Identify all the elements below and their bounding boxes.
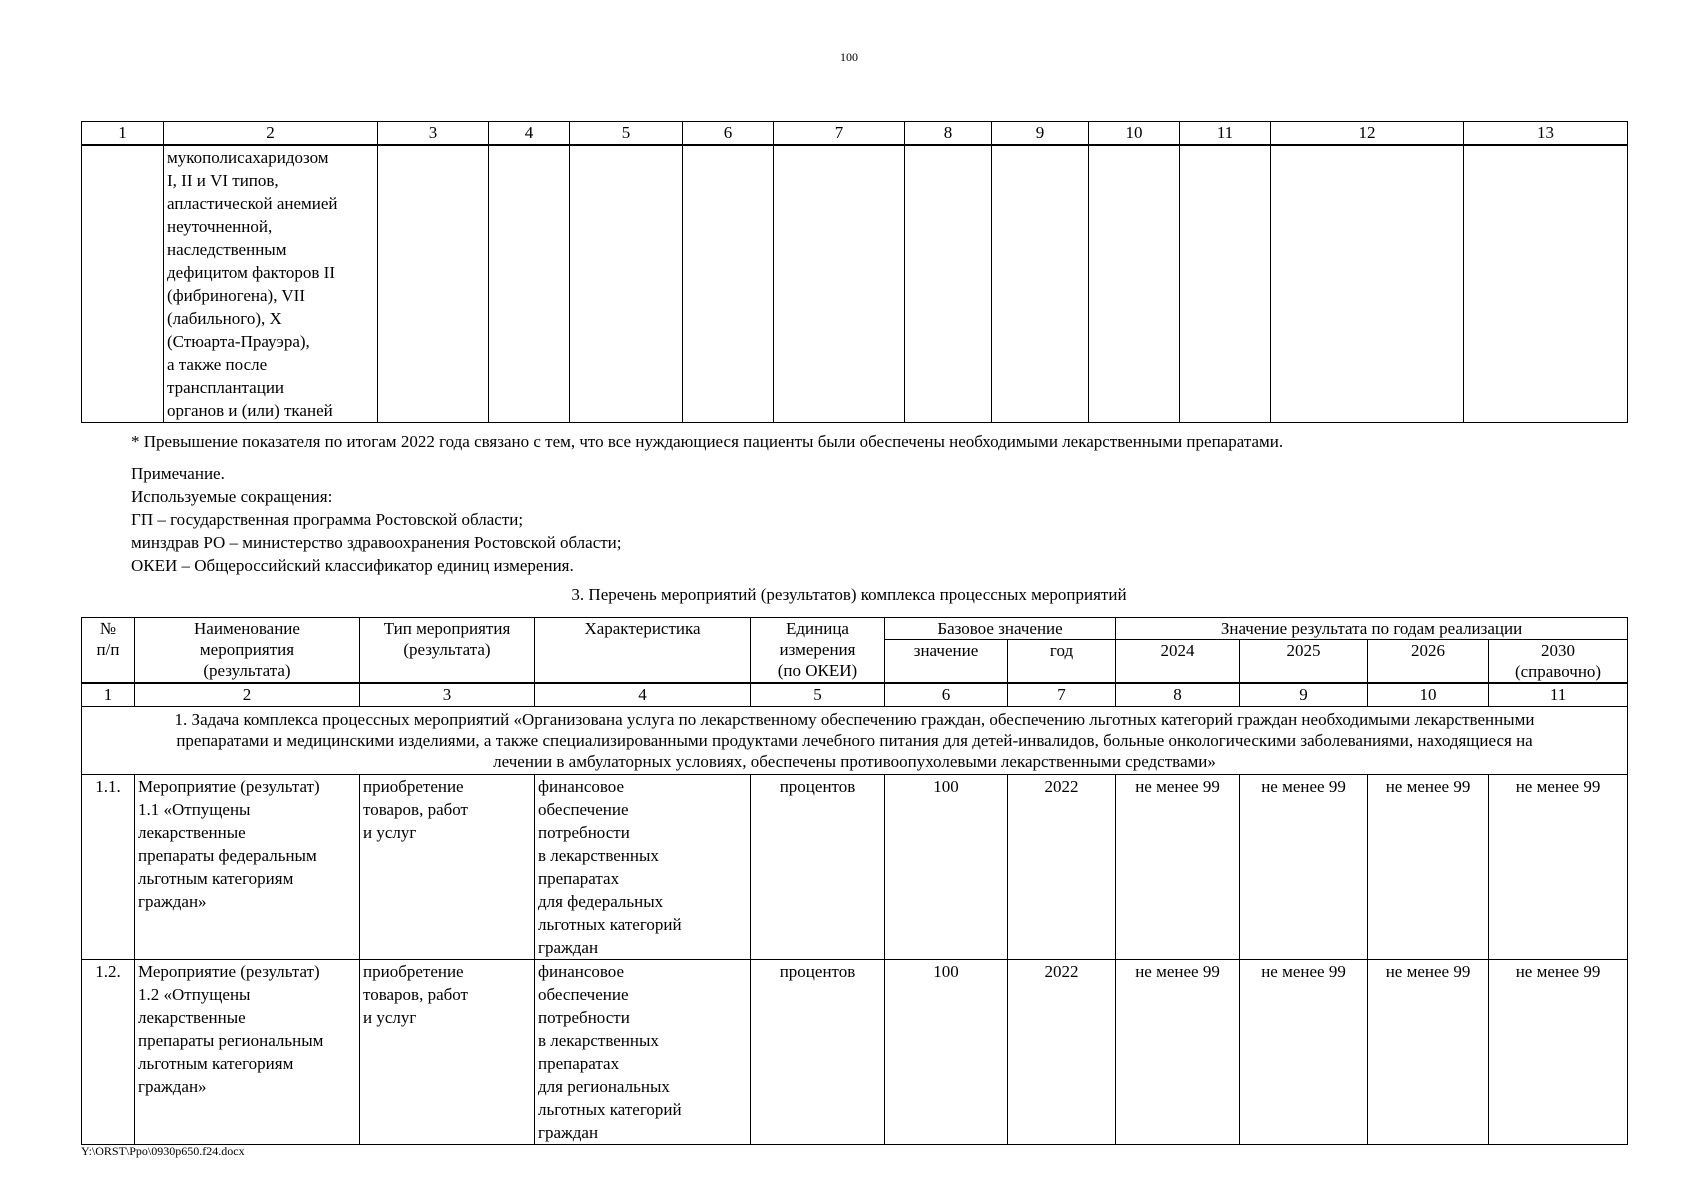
notes-block <box>131 462 622 577</box>
col-num-5: 5 <box>751 683 885 707</box>
col-num-7: 7 <box>1008 683 1116 707</box>
header-num: № п/п <box>82 618 135 684</box>
row-num: 1.1. <box>82 775 135 960</box>
col-num-13: 13 <box>1464 122 1628 146</box>
col-num-3: 3 <box>378 122 489 146</box>
header-name: Наименование мероприятия (результата) <box>135 618 360 684</box>
row-type: приобретение товаров, работ и услуг <box>360 960 535 1145</box>
header-2025: 2025 <box>1240 640 1368 684</box>
table-row <box>82 145 1628 423</box>
note-line: ГП – государственная программа Ростовской области; <box>131 510 524 529</box>
col-num-6: 6 <box>683 122 774 146</box>
header-base: Базовое значение <box>885 618 1116 640</box>
task-row <box>82 707 1628 775</box>
note-line: минздрав РО – министерство здравоохранения Ростовской области; <box>131 533 622 552</box>
continued-table <box>81 121 1628 423</box>
row-base-year: 2022 <box>1008 960 1116 1145</box>
row-2025: не менее 99 <box>1240 775 1368 960</box>
row-name: Мероприятие (результат) 1.1 «Отпущены лекарственные препараты федеральным льготным категориям граждан» <box>135 775 360 960</box>
activities-table <box>81 617 1628 1145</box>
page-number: 100 <box>840 50 858 64</box>
note-line: ОКЕИ – Общероссийский классификатор единиц измерения. <box>131 556 574 575</box>
row-unit: процентов <box>751 960 885 1145</box>
col-num-4: 4 <box>489 122 570 146</box>
footer-file-path: Y:\ORST\Ppo\0930p650.f24.docx <box>81 1144 245 1158</box>
row-base-value: 100 <box>885 960 1008 1145</box>
row-unit: процентов <box>751 775 885 960</box>
col-num-1: 1 <box>82 683 135 707</box>
row-2026: не менее 99 <box>1368 775 1489 960</box>
header-2026: 2026 <box>1368 640 1489 684</box>
row-2024: не менее 99 <box>1116 775 1240 960</box>
row-num: 1.2. <box>82 960 135 1145</box>
footnote: * Превышение показателя по итогам 2022 года связано с тем, что все нуждающиеся пациенты были обеспечены необходимыми лекарственными препаратами. <box>131 432 1284 451</box>
row-2030: не менее 99 <box>1489 775 1628 960</box>
col-num-12: 12 <box>1271 122 1464 146</box>
col-num-9: 9 <box>1240 683 1368 707</box>
header-2024: 2024 <box>1116 640 1240 684</box>
col-num-11: 11 <box>1180 122 1271 146</box>
row-2030: не менее 99 <box>1489 960 1628 1145</box>
col-num-2: 2 <box>164 122 378 146</box>
row-name: Мероприятие (результат) 1.2 «Отпущены лекарственные препараты региональным льготным категориям граждан» <box>135 960 360 1145</box>
table-row <box>82 960 1628 1145</box>
col-num-4: 4 <box>535 683 751 707</box>
header-row <box>82 618 1628 640</box>
col-num-8: 8 <box>1116 683 1240 707</box>
row-characteristic: финансовое обеспечение потребности в лекарственных препаратах для федеральных льготных категорий граждан <box>535 775 751 960</box>
col-num-9: 9 <box>992 122 1089 146</box>
col-num-11: 11 <box>1489 683 1628 707</box>
col-num-8: 8 <box>905 122 992 146</box>
col-num-10: 10 <box>1368 683 1489 707</box>
header-2030: 2030 (справочно) <box>1489 640 1628 684</box>
col-num-3: 3 <box>360 683 535 707</box>
col-num-5: 5 <box>570 122 683 146</box>
column-number-row <box>82 122 1628 146</box>
note-line: Используемые сокращения: <box>131 487 333 506</box>
header-result-years: Значение результата по годам реализации <box>1116 618 1628 640</box>
note-heading: Примечание. <box>131 464 225 483</box>
row-base-value: 100 <box>885 775 1008 960</box>
table-row <box>82 775 1628 960</box>
col-num-1: 1 <box>82 122 164 146</box>
row-2024: не менее 99 <box>1116 960 1240 1145</box>
header-type: Тип мероприятия (результата) <box>360 618 535 684</box>
row-2026: не менее 99 <box>1368 960 1489 1145</box>
table-cell-text: мукополисахаридозом I, II и VI типов, апластической анемией неуточненной, наследственным дефицитом факторов II (фибриногена), VII (лабильного), X (Стюарта-Прауэра), а также после трансплантации органов и (или) тканей <box>164 145 378 423</box>
section-title: 3. Перечень мероприятий (результатов) комплекса процессных мероприятий <box>571 585 1127 604</box>
col-num-7: 7 <box>774 122 905 146</box>
row-2025: не менее 99 <box>1240 960 1368 1145</box>
header-unit: Единица измерения (по ОКЕИ) <box>751 618 885 684</box>
task-text: 1. Задача комплекса процессных мероприятий «Организована услуга по лекарственному обеспечению граждан, обеспечению льготных категорий граждан необходимыми лекарственными препаратами и медицинскими изделиями, а также специализированными продуктами лечебного питания для детей-инвалидов, больные онкологическими заболеваниями, находящиеся на лечении в амбулаторных условиях, обеспечены противоопухолевыми лекарственными средствами» <box>82 707 1628 775</box>
row-base-year: 2022 <box>1008 775 1116 960</box>
col-num-2: 2 <box>135 683 360 707</box>
row-characteristic: финансовое обеспечение потребности в лекарственных препаратах для региональных льготных категорий граждан <box>535 960 751 1145</box>
header-base-value: значение <box>885 640 1008 684</box>
header-characteristic: Характеристика <box>535 618 751 684</box>
row-type: приобретение товаров, работ и услуг <box>360 775 535 960</box>
header-base-year: год <box>1008 640 1116 684</box>
column-number-row <box>82 683 1628 707</box>
col-num-10: 10 <box>1089 122 1180 146</box>
col-num-6: 6 <box>885 683 1008 707</box>
